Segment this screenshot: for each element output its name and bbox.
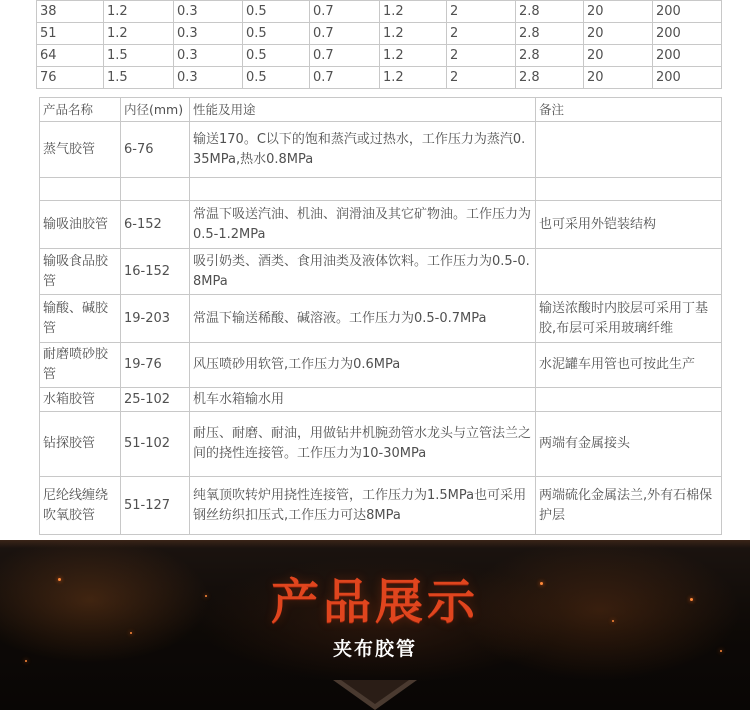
product-diameter: 6-76 bbox=[121, 122, 190, 178]
banner-subtitle: 夹布胶管 bbox=[332, 638, 417, 660]
product-name: 输酸、碱胶管 bbox=[40, 295, 121, 343]
spec-cell: 2.8 bbox=[516, 23, 584, 45]
spec-cell: 20 bbox=[584, 1, 653, 23]
table-row bbox=[40, 295, 722, 343]
product-table-header-row bbox=[40, 98, 722, 122]
table-row bbox=[40, 412, 722, 477]
product-diameter: 19-76 bbox=[121, 343, 190, 388]
table-row-empty bbox=[40, 178, 722, 201]
spec-cell: 1.2 bbox=[380, 1, 447, 23]
spec-cell: 200 bbox=[653, 67, 722, 89]
spec-cell: 200 bbox=[653, 1, 722, 23]
table-row bbox=[40, 477, 722, 535]
product-performance: 输送170。C以下的饱和蒸汽或过热水，工作压力为蒸汽0.35MPa,热水0.8MPa bbox=[190, 122, 536, 178]
spec-cell: 51 bbox=[37, 23, 104, 45]
spec-cell: 0.5 bbox=[243, 1, 310, 23]
spec-row bbox=[37, 45, 722, 67]
spec-cell: 0.5 bbox=[243, 23, 310, 45]
spec-cell: 2 bbox=[447, 45, 516, 67]
product-diameter: 25-102 bbox=[121, 388, 190, 412]
table-row bbox=[40, 122, 722, 178]
product-remarks bbox=[536, 122, 722, 178]
product-performance: 吸引奶类、酒类、食用油类及液体饮料。工作压力为0.5-0.8MPa bbox=[190, 249, 536, 295]
spec-cell: 2.8 bbox=[516, 45, 584, 67]
spec-cell: 1.5 bbox=[104, 45, 174, 67]
product-table bbox=[39, 97, 722, 535]
spec-cell: 1.2 bbox=[380, 67, 447, 89]
product-showcase-banner bbox=[0, 540, 750, 710]
table-row bbox=[40, 388, 722, 412]
product-remarks: 两端有金属接头 bbox=[536, 412, 722, 477]
product-performance: 风压喷砂用软管,工作压力为0.6MPa bbox=[190, 343, 536, 388]
spec-cell: 2 bbox=[447, 23, 516, 45]
banner-title: 产品展示 bbox=[270, 574, 479, 630]
spec-cell: 1.5 bbox=[104, 67, 174, 89]
spec-cell: 1.2 bbox=[104, 23, 174, 45]
product-name: 输吸油胶管 bbox=[40, 201, 121, 249]
product-name: 蒸气胶管 bbox=[40, 122, 121, 178]
spec-cell: 1.2 bbox=[380, 23, 447, 45]
product-performance: 常温下输送稀酸、碱溶液。工作压力为0.5-0.7MPa bbox=[190, 295, 536, 343]
spec-row bbox=[37, 23, 722, 45]
spec-cell: 20 bbox=[584, 45, 653, 67]
header-product-name: 产品名称 bbox=[40, 98, 121, 122]
spec-cell: 2.8 bbox=[516, 1, 584, 23]
spec-cell: 64 bbox=[37, 45, 104, 67]
spec-cell: 0.7 bbox=[310, 23, 380, 45]
spec-cell: 20 bbox=[584, 23, 653, 45]
spec-cell: 2 bbox=[447, 1, 516, 23]
table-row bbox=[40, 249, 722, 295]
spec-cell: 0.3 bbox=[174, 23, 243, 45]
spec-cell: 200 bbox=[653, 45, 722, 67]
spec-cell: 2 bbox=[447, 67, 516, 89]
spec-cell: 0.3 bbox=[174, 45, 243, 67]
product-name: 钻探胶管 bbox=[40, 412, 121, 477]
spec-table bbox=[36, 0, 722, 89]
product-diameter: 51-102 bbox=[121, 412, 190, 477]
chevron-down-icon bbox=[333, 680, 417, 710]
product-diameter: 6-152 bbox=[121, 201, 190, 249]
product-name: 水箱胶管 bbox=[40, 388, 121, 412]
spec-cell: 0.5 bbox=[243, 45, 310, 67]
product-remarks: 输送浓酸时内胶层可采用丁基胶,布层可采用玻璃纤维 bbox=[536, 295, 722, 343]
product-name: 尼纶线缠绕吹氧胶管 bbox=[40, 477, 121, 535]
header-performance: 性能及用途 bbox=[190, 98, 536, 122]
product-performance bbox=[190, 178, 536, 201]
product-name: 输吸食品胶管 bbox=[40, 249, 121, 295]
spec-row bbox=[37, 1, 722, 23]
product-performance: 机车水箱输水用 bbox=[190, 388, 536, 412]
spec-cell: 20 bbox=[584, 67, 653, 89]
spec-cell: 38 bbox=[37, 1, 104, 23]
table-row bbox=[40, 201, 722, 249]
product-remarks: 水泥罐车用管也可按此生产 bbox=[536, 343, 722, 388]
spec-cell: 76 bbox=[37, 67, 104, 89]
banner-top-edge bbox=[0, 540, 750, 548]
spec-cell: 200 bbox=[653, 23, 722, 45]
product-performance: 常温下吸送汽油、机油、润滑油及其它矿物油。工作压力为0.5-1.2MPa bbox=[190, 201, 536, 249]
spec-row bbox=[37, 67, 722, 89]
spec-cell: 0.3 bbox=[174, 1, 243, 23]
product-diameter: 19-203 bbox=[121, 295, 190, 343]
product-performance: 纯氧顶吹转炉用挠性连接管，工作压力为1.5MPa也可采用钢丝纺织扣压式,工作压力可达8MPa bbox=[190, 477, 536, 535]
product-remarks: 也可采用外铠装结构 bbox=[536, 201, 722, 249]
spec-cell: 0.3 bbox=[174, 67, 243, 89]
header-diameter: 内径(mm) bbox=[121, 98, 190, 122]
spec-cell: 0.7 bbox=[310, 45, 380, 67]
spec-cell: 1.2 bbox=[380, 45, 447, 67]
product-remarks bbox=[536, 249, 722, 295]
product-remarks: 两端硫化金属法兰,外有石棉保护层 bbox=[536, 477, 722, 535]
product-performance: 耐压、耐磨、耐油，用做钻井机腕劲管水龙头与立管法兰之间的挠性连接管。工作压力为10-30MPa bbox=[190, 412, 536, 477]
product-diameter: 51-127 bbox=[121, 477, 190, 535]
product-name: 耐磨喷砂胶管 bbox=[40, 343, 121, 388]
spec-cell: 0.5 bbox=[243, 67, 310, 89]
product-name bbox=[40, 178, 121, 201]
header-remarks: 备注 bbox=[536, 98, 722, 122]
product-diameter: 16-152 bbox=[121, 249, 190, 295]
spec-cell: 2.8 bbox=[516, 67, 584, 89]
product-remarks bbox=[536, 388, 722, 412]
table-row bbox=[40, 343, 722, 388]
spec-cell: 0.7 bbox=[310, 67, 380, 89]
spec-cell: 1.2 bbox=[104, 1, 174, 23]
product-diameter bbox=[121, 178, 190, 201]
product-remarks bbox=[536, 178, 722, 201]
spec-cell: 0.7 bbox=[310, 1, 380, 23]
